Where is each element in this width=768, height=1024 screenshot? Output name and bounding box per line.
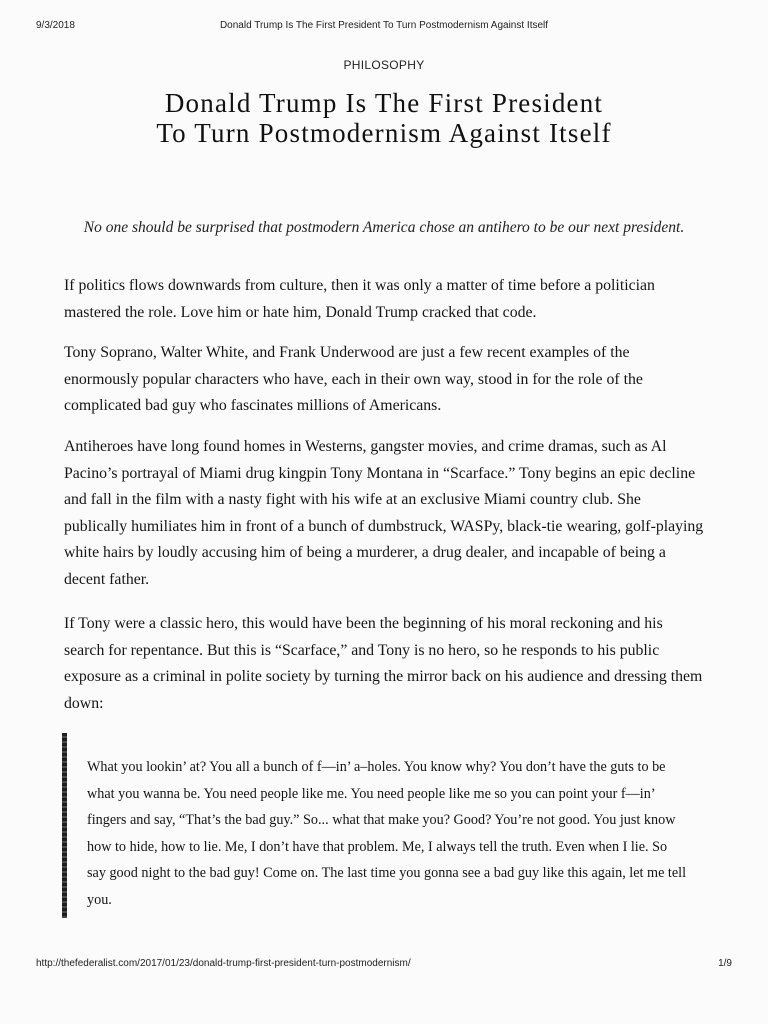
blockquote-bar <box>62 733 67 918</box>
paragraph-1: If politics flows downwards from culture, then it was only a matter of time before a politician mastered the role. Love him or hate him, Donald Trump cracked that code. <box>64 277 655 321</box>
section-label[interactable]: PHILOSOPHY <box>343 58 425 72</box>
print-header <box>36 20 732 34</box>
print-date: 9/3/2018 <box>36 20 75 31</box>
paragraph-4: If Tony were a classic hero, this would have been the beginning of his moral reckoning and his search for repentance. But this is “Scarface,” and Tony is no hero, so he responds to his public exposure as a criminal in polite society by turning the mirror back on his audience and dressing them down: <box>64 615 703 712</box>
article-headline: Donald Trump Is The First President To Turn Postmodernism Against Itself <box>156 88 612 148</box>
print-footer <box>36 958 732 972</box>
article-subheadline: No one should be surprised that postmodern America chose an antihero to be our next president. <box>83 219 685 236</box>
paragraph-3: Antiheroes have long found homes in Westerns, gangster movies, and crime dramas, such as Al Pacino’s portrayal of Miami drug kingpin Tony Montana in “Scarface.” Tony begins an epic decline and fall in the film with a nasty fight with his wife at an exclusive Miami country club. She publically humiliates him in front of a bunch of dumbstruck, WASPy, black-tie wearing, golf-playing white hairs by loudly accusing him of being a murderer, a drug dealer, and incapable of being a decent father. <box>64 438 704 588</box>
paragraph-2: Tony Soprano, Walter White, and Frank Underwood are just a few recent examples of the enormously popular characters who have, each in their own way, stood in for the role of the complicated bad guy who fascinates millions of Americans. <box>64 344 643 414</box>
blockquote: What you lookin’ at? You all a bunch of f—in’ a–holes. You know why? You don’t have the guts to be what you wanna be. You need people like me. You need people like me so you can point your f—in’ fingers and say, “That’s the bad guy.” So... what that make you? Good? You’re not good. You just know how to hide, how to lie. Me, I don’t have that problem. Me, I always tell the truth. Even when I lie. So say good night to the bad guy! Come on. The last time you gonna see a bad guy like this again, let me tell you. <box>87 759 687 908</box>
print-page-title: Donald Trump Is The First President To Turn Postmodernism Against Itself <box>219 20 549 31</box>
page-number: 1/9 <box>718 958 732 969</box>
source-url: http://thefederalist.com/2017/01/23/donald-trump-first-president-turn-postmodernism/ <box>36 958 411 969</box>
